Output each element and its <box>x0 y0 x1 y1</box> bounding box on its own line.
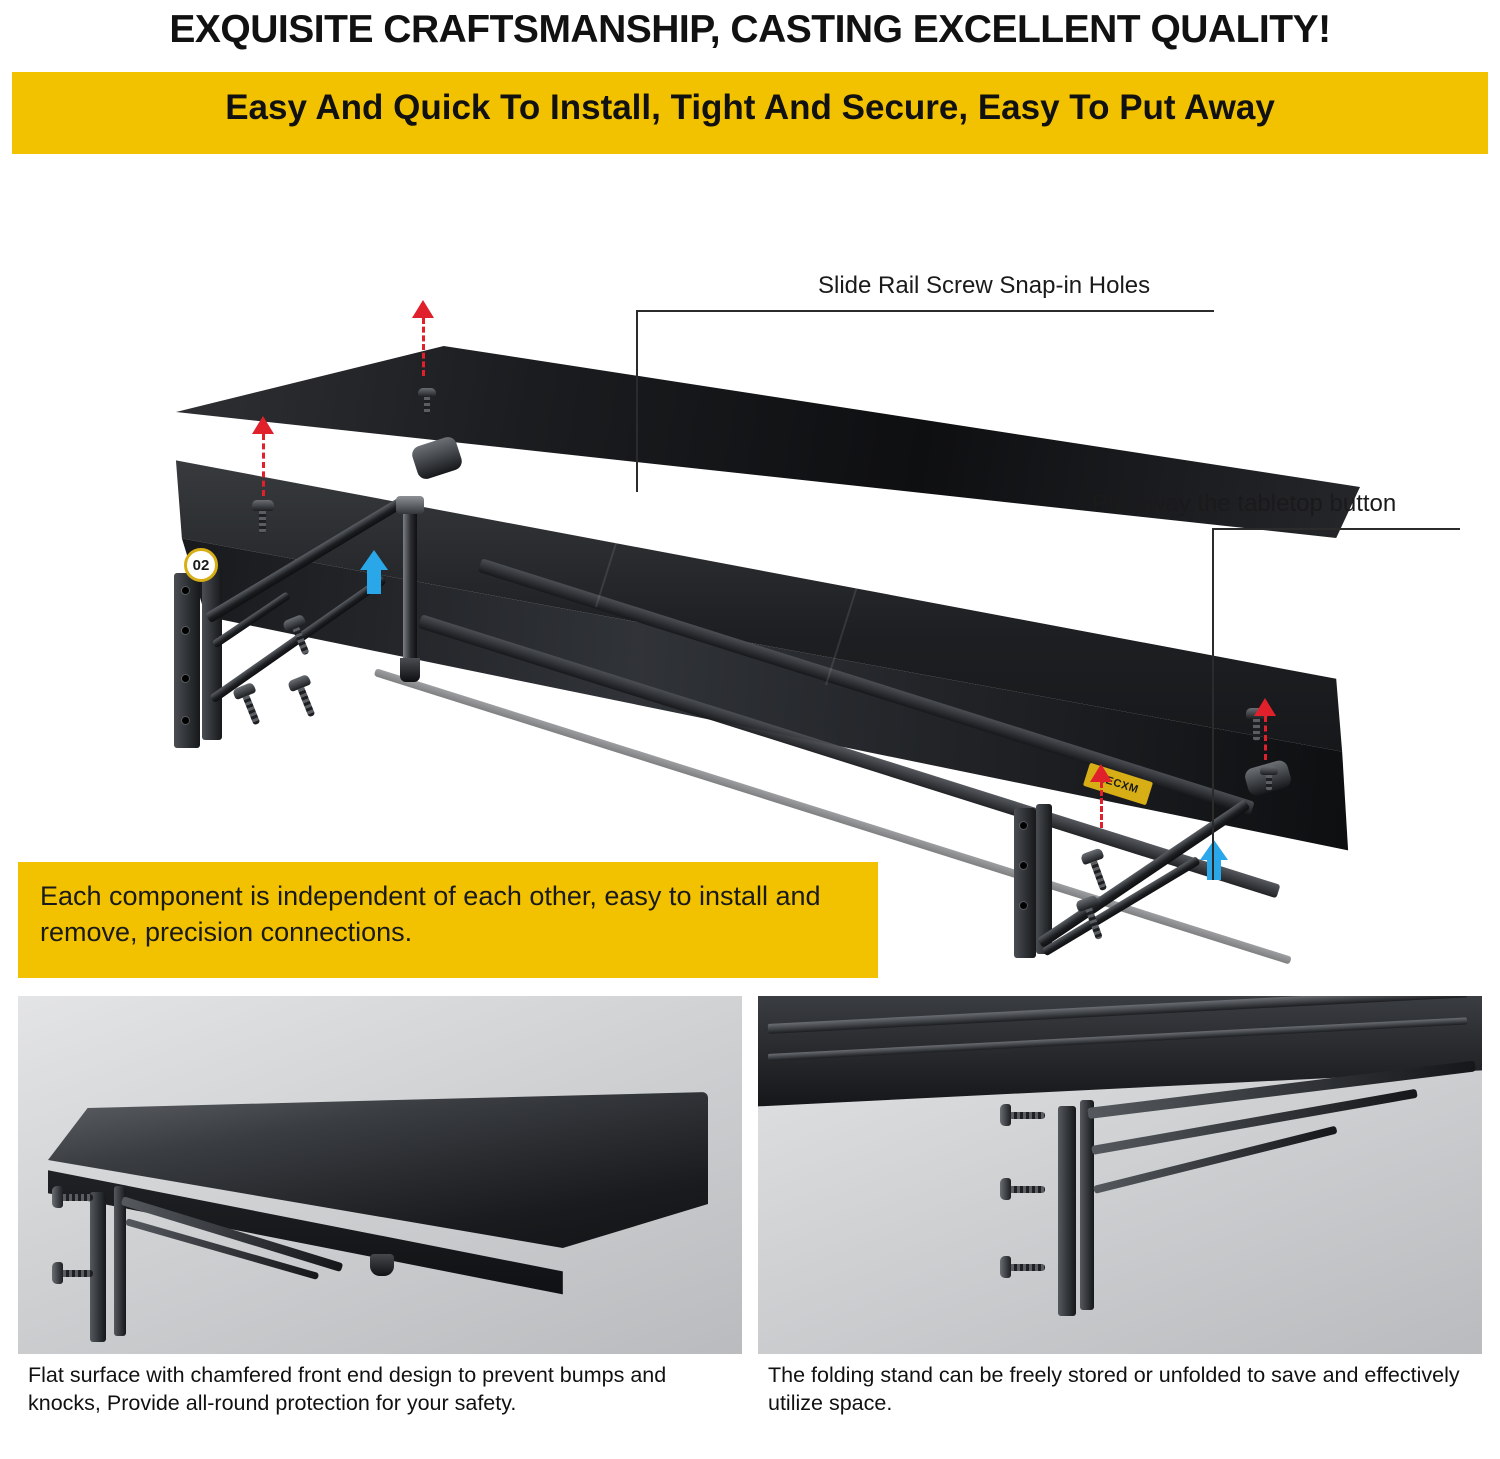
callout-tabletop-button-label: Put away the tabletop button <box>1092 490 1397 517</box>
plate-hole <box>182 717 189 724</box>
caption-text: Flat surface with chamfered front end design to prevent bumps and knocks, Provide all-round protection for your safety. <box>28 1363 667 1415</box>
support-pin-collar <box>396 496 424 514</box>
assembly-arrow-line <box>1100 782 1103 828</box>
assembly-arrow <box>252 416 274 434</box>
photo-folding-stand <box>758 996 1482 1356</box>
page-subtitle: Easy And Quick To Install, Tight And Secure, Easy To Put Away <box>225 88 1275 127</box>
assembly-arrow <box>1254 698 1276 716</box>
assembly-arrow <box>412 300 434 318</box>
plate-hole <box>1020 822 1027 829</box>
callout-leader-line <box>1212 528 1214 880</box>
step-badge: 02 <box>184 548 218 582</box>
bracket-brace <box>1093 1126 1338 1194</box>
support-pin <box>403 500 417 665</box>
lock-knob <box>370 1254 394 1276</box>
plate-hole <box>182 587 189 594</box>
action-arrow-stem <box>1207 860 1221 880</box>
wall-plate-right <box>1014 808 1036 958</box>
brand-label: AECXM <box>1083 763 1153 806</box>
highlight-note <box>18 862 878 978</box>
plate-hole <box>1020 862 1027 869</box>
caption-folding-stand <box>758 1354 1482 1446</box>
plate-hole <box>182 675 189 682</box>
wall-plate-left-back <box>202 565 222 740</box>
assembly-arrow-line <box>422 318 425 376</box>
caption-text: The folding stand can be freely stored or unfolded to save and effectively utilize space. <box>768 1363 1460 1415</box>
caption-chamfered-edge <box>18 1354 742 1446</box>
assembly-arrow-line <box>262 434 265 496</box>
bracket-right <box>1010 770 1280 990</box>
plate-hole <box>182 627 189 634</box>
bracket-upright-back <box>1080 1100 1094 1310</box>
callout-leader-line <box>636 310 638 492</box>
panel-chamfered-edge <box>18 996 742 1446</box>
assembly-arrow-line <box>1264 716 1267 760</box>
bracket-arm-lower <box>1042 856 1201 956</box>
callout-leader-line <box>636 310 1214 312</box>
action-arrow-stem <box>367 570 381 594</box>
support-pin-tip <box>400 658 420 682</box>
bracket-upright <box>1058 1106 1076 1316</box>
panel-folding-stand <box>758 996 1482 1446</box>
bracket-brace <box>212 591 291 648</box>
action-arrow <box>1200 840 1228 860</box>
highlight-note-text: Each component is independent of each other, easy to install and remove, precision connections. <box>40 881 821 948</box>
photo-chamfered-edge <box>18 996 742 1356</box>
plate-hole <box>1020 902 1027 909</box>
bracket-upright-back <box>114 1186 126 1336</box>
action-arrow <box>360 550 388 570</box>
page-title: EXQUISITE CRAFTSMANSHIP, CASTING EXCELLENT QUALITY! <box>169 8 1331 51</box>
callout-slide-rail-label: Slide Rail Screw Snap-in Holes <box>818 272 1151 299</box>
assembly-arrow <box>1090 764 1112 782</box>
bracket-upright <box>90 1192 106 1342</box>
callout-leader-line <box>1212 528 1460 530</box>
